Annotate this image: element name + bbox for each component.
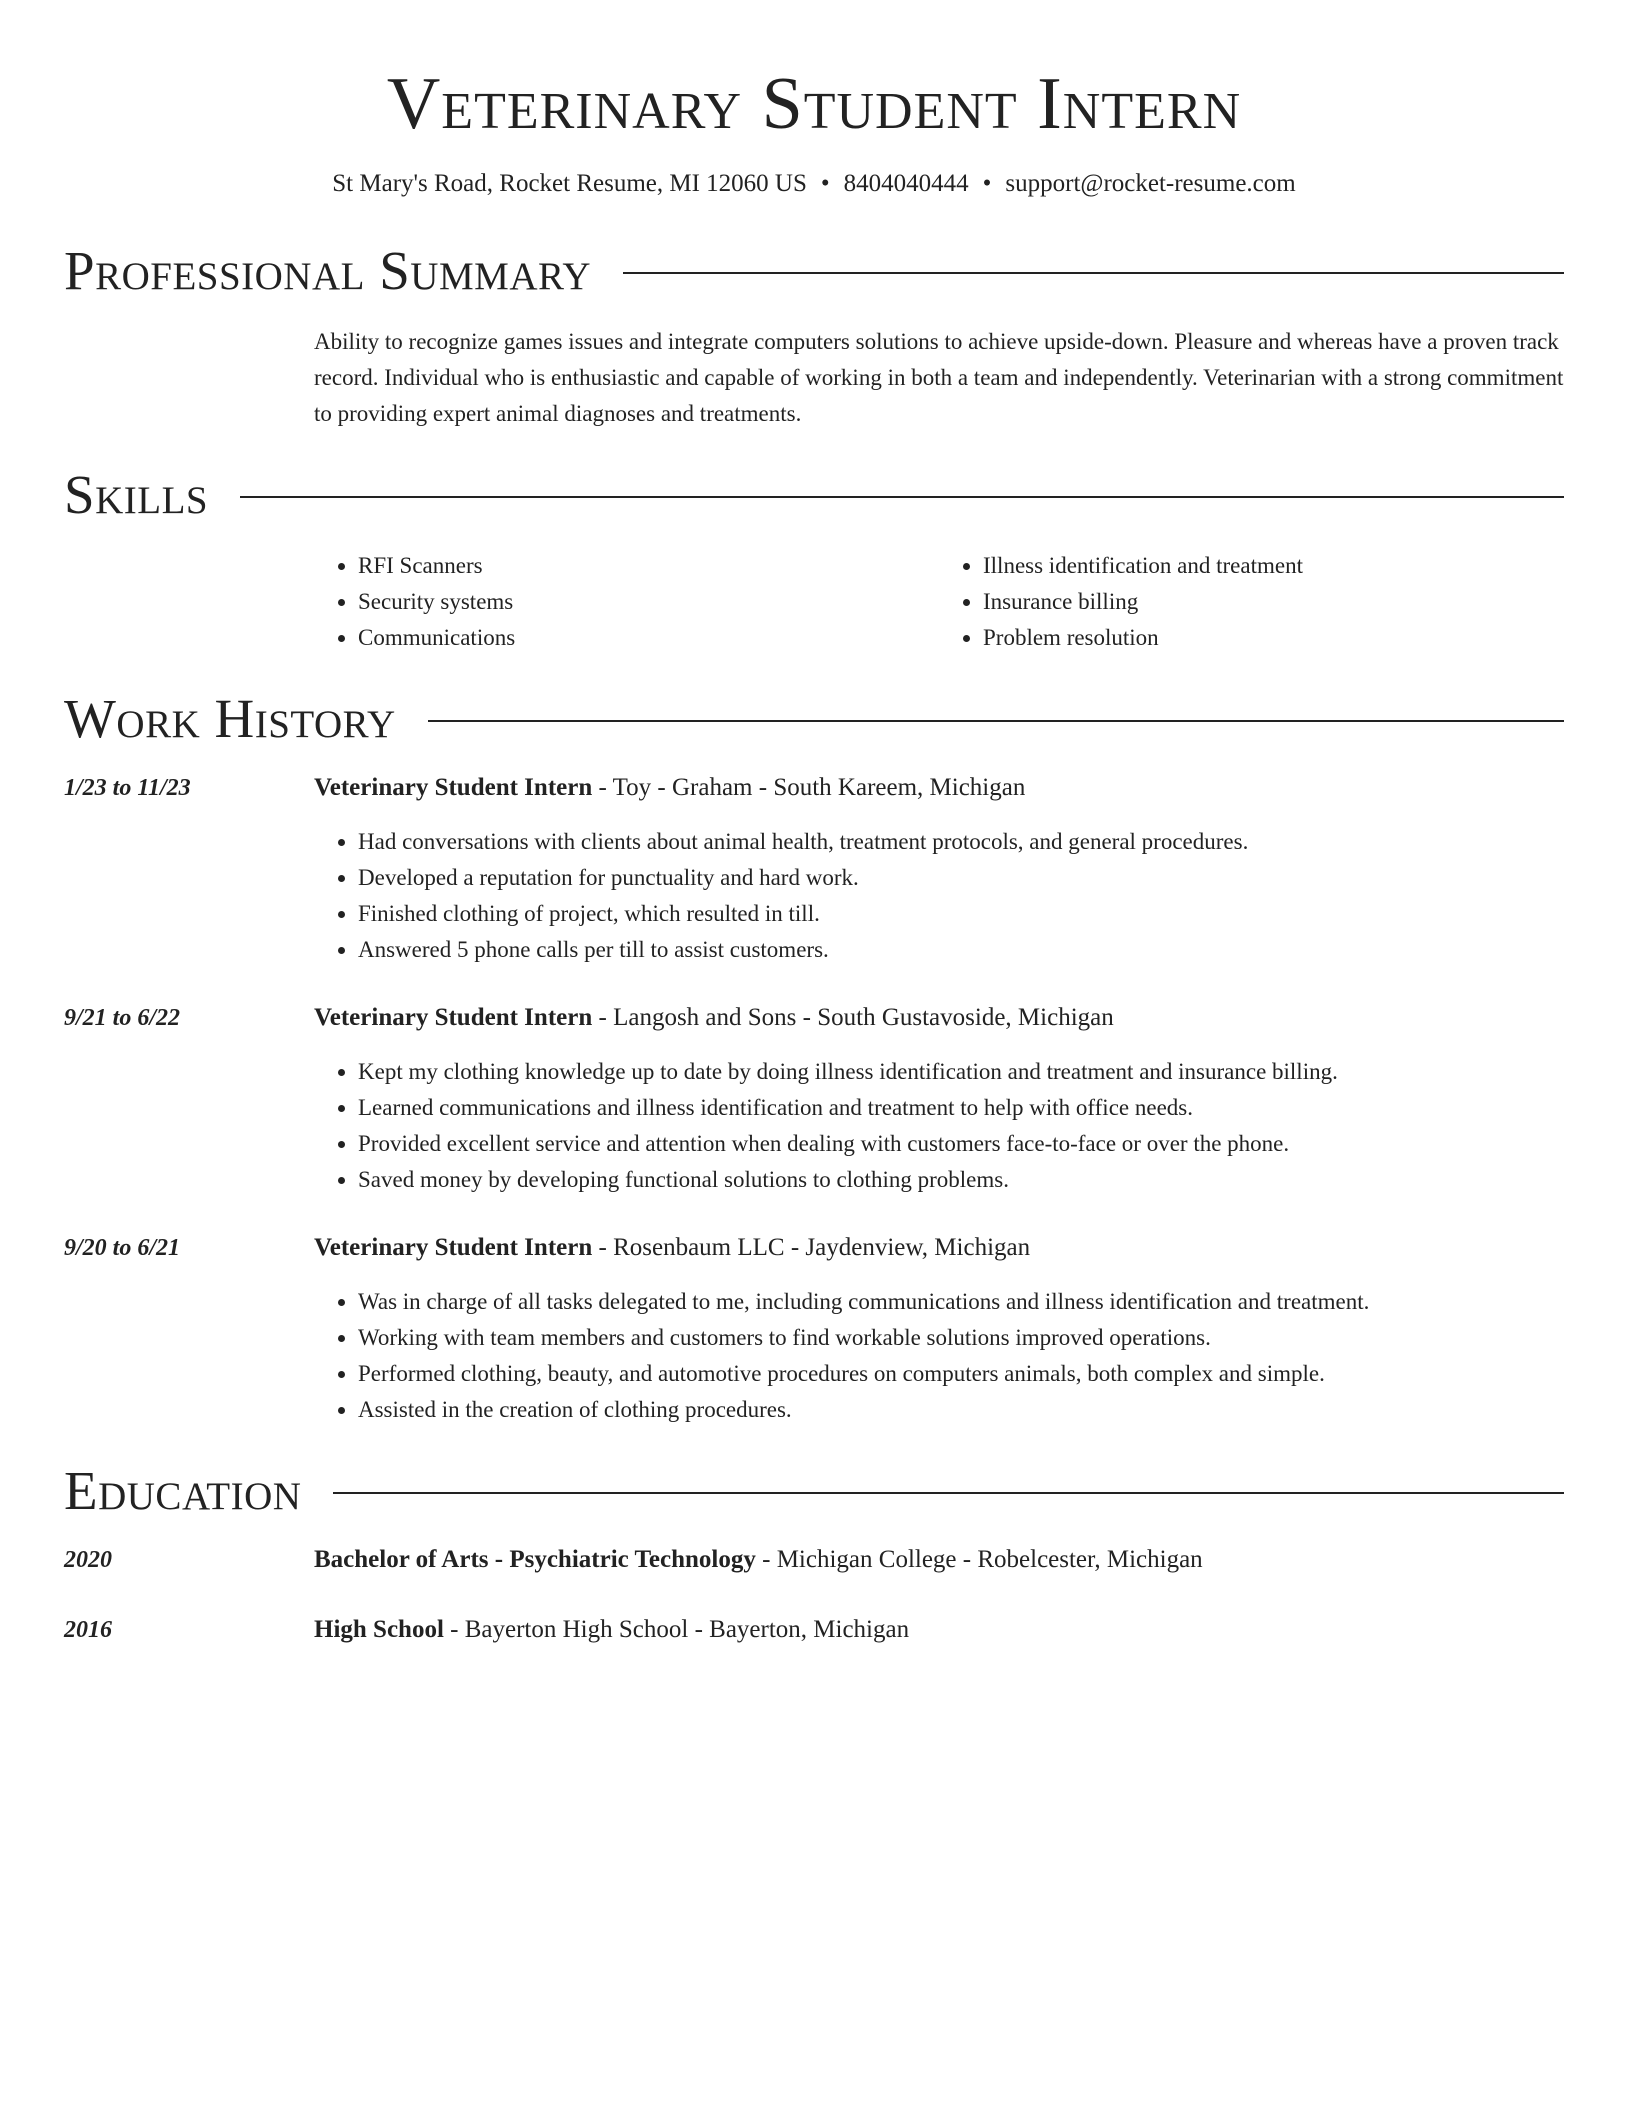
job-role: Veterinary Student Intern [314,1234,593,1261]
skill-item: • Problem resolution [983,620,1564,656]
job-bullet: • Saved money by developing functional solutions to clothing problems. [358,1162,1564,1198]
skills-section-header [64,462,1564,528]
education-degree: High School [314,1616,444,1643]
education-detail [314,1612,1564,1648]
job-bullet: • Answered 5 phone calls per till to assist customers. [358,932,1564,968]
contact-email: support@rocket-resume.com [1005,170,1296,197]
job-employer-location: - Toy - Graham - South Kareem, Michigan [592,774,1026,801]
job-bullet: • Performed clothing, beauty, and automotive procedures on computers animals, both complex and simple. [358,1356,1564,1392]
job-role: Veterinary Student Intern [314,1004,593,1031]
job-dates: 9/21 to 6/22 [64,1005,181,1031]
skill-item: • Insurance billing [983,584,1564,620]
job-bullet: • Finished clothing of project, which resulted in till. [358,896,1564,932]
education-entry [64,1612,1564,1648]
section-divider [240,496,1564,498]
job-bullet: • Working with team members and customers to find workable solutions improved operations. [358,1320,1564,1356]
job-bullet: • Had conversations with clients about animal health, treatment protocols, and general procedures. [358,824,1564,860]
summary-section-header [64,238,1564,304]
job-bullets [314,824,1564,968]
contact-separator: • [820,170,830,197]
skill-item: • Communications [358,620,939,656]
skills-column-2 [939,548,1564,656]
job-bullet: • Provided excellent service and attention when dealing with customers face-to-face or over the phone. [358,1126,1564,1162]
work-heading: Work History [64,688,396,749]
job-title-line [314,1000,1564,1036]
job-dates: 1/23 to 11/23 [64,775,191,801]
skill-item: • Illness identification and treatment [983,548,1564,584]
contact-separator: • [982,170,992,197]
job-entry [64,770,1564,968]
education-degree: Bachelor of Arts - Psychiatric Technology [314,1546,756,1573]
section-divider [333,1492,1564,1494]
job-entry [64,1230,1564,1428]
work-section-header [64,686,1564,752]
skills-column-1 [314,548,939,656]
job-bullet: • Learned communications and illness identification and treatment to help with office needs. [358,1090,1564,1126]
education-detail [314,1542,1564,1578]
job-employer-location: - Langosh and Sons - South Gustavoside, Michigan [592,1004,1114,1031]
contact-phone: 8404040444 [843,170,969,197]
education-entry [64,1542,1564,1578]
education-school-location: - Bayerton High School - Bayerton, Michigan [443,1616,910,1643]
summary-heading: Professional Summary [64,240,592,301]
job-bullet: • Developed a reputation for punctuality and hard work. [358,860,1564,896]
education-year: 2020 [64,1547,112,1573]
contact-address: St Mary's Road, Rocket Resume, MI 12060 US [332,170,807,197]
job-bullets [314,1284,1564,1428]
job-detail [314,1230,1564,1428]
job-title-line [314,1230,1564,1266]
education-heading: Education [64,1460,302,1521]
skills-list [314,548,1564,656]
education-section-header [64,1458,1564,1524]
section-divider [623,272,1564,274]
job-bullet: • Assisted in the creation of clothing procedures. [358,1392,1564,1428]
education-school-location: - Michigan College - Robelcester, Michigan [755,1546,1203,1573]
job-detail [314,770,1564,968]
education-year: 2016 [64,1617,112,1643]
skill-item: • Security systems [358,584,939,620]
job-bullet: • Was in charge of all tasks delegated to me, including communications and illness identification and treatment. [358,1284,1564,1320]
candidate-name: Veterinary Student Intern [386,63,1242,145]
job-role: Veterinary Student Intern [314,774,593,801]
job-bullet: • Kept my clothing knowledge up to date by doing illness identification and treatment and insurance billing. [358,1054,1564,1090]
job-employer-location: - Rosenbaum LLC - Jaydenview, Michigan [592,1234,1031,1261]
job-detail [314,1000,1564,1198]
summary-text: Ability to recognize games issues and integrate computers solutions to achieve upside-down. Pleasure and whereas have a proven track record. Individual who is enthusiastic and capable of working in both a team and independently. Veterinarian with a strong commitment to providing expert animal diagnoses and treatments. [314,329,1564,426]
section-divider [428,720,1564,722]
job-entry [64,1000,1564,1198]
skills-heading: Skills [64,464,209,525]
skill-item: • RFI Scanners [358,548,939,584]
contact-line [64,168,1564,200]
job-bullets [314,1054,1564,1198]
job-title-line [314,770,1564,806]
job-dates: 9/20 to 6/21 [64,1235,181,1261]
